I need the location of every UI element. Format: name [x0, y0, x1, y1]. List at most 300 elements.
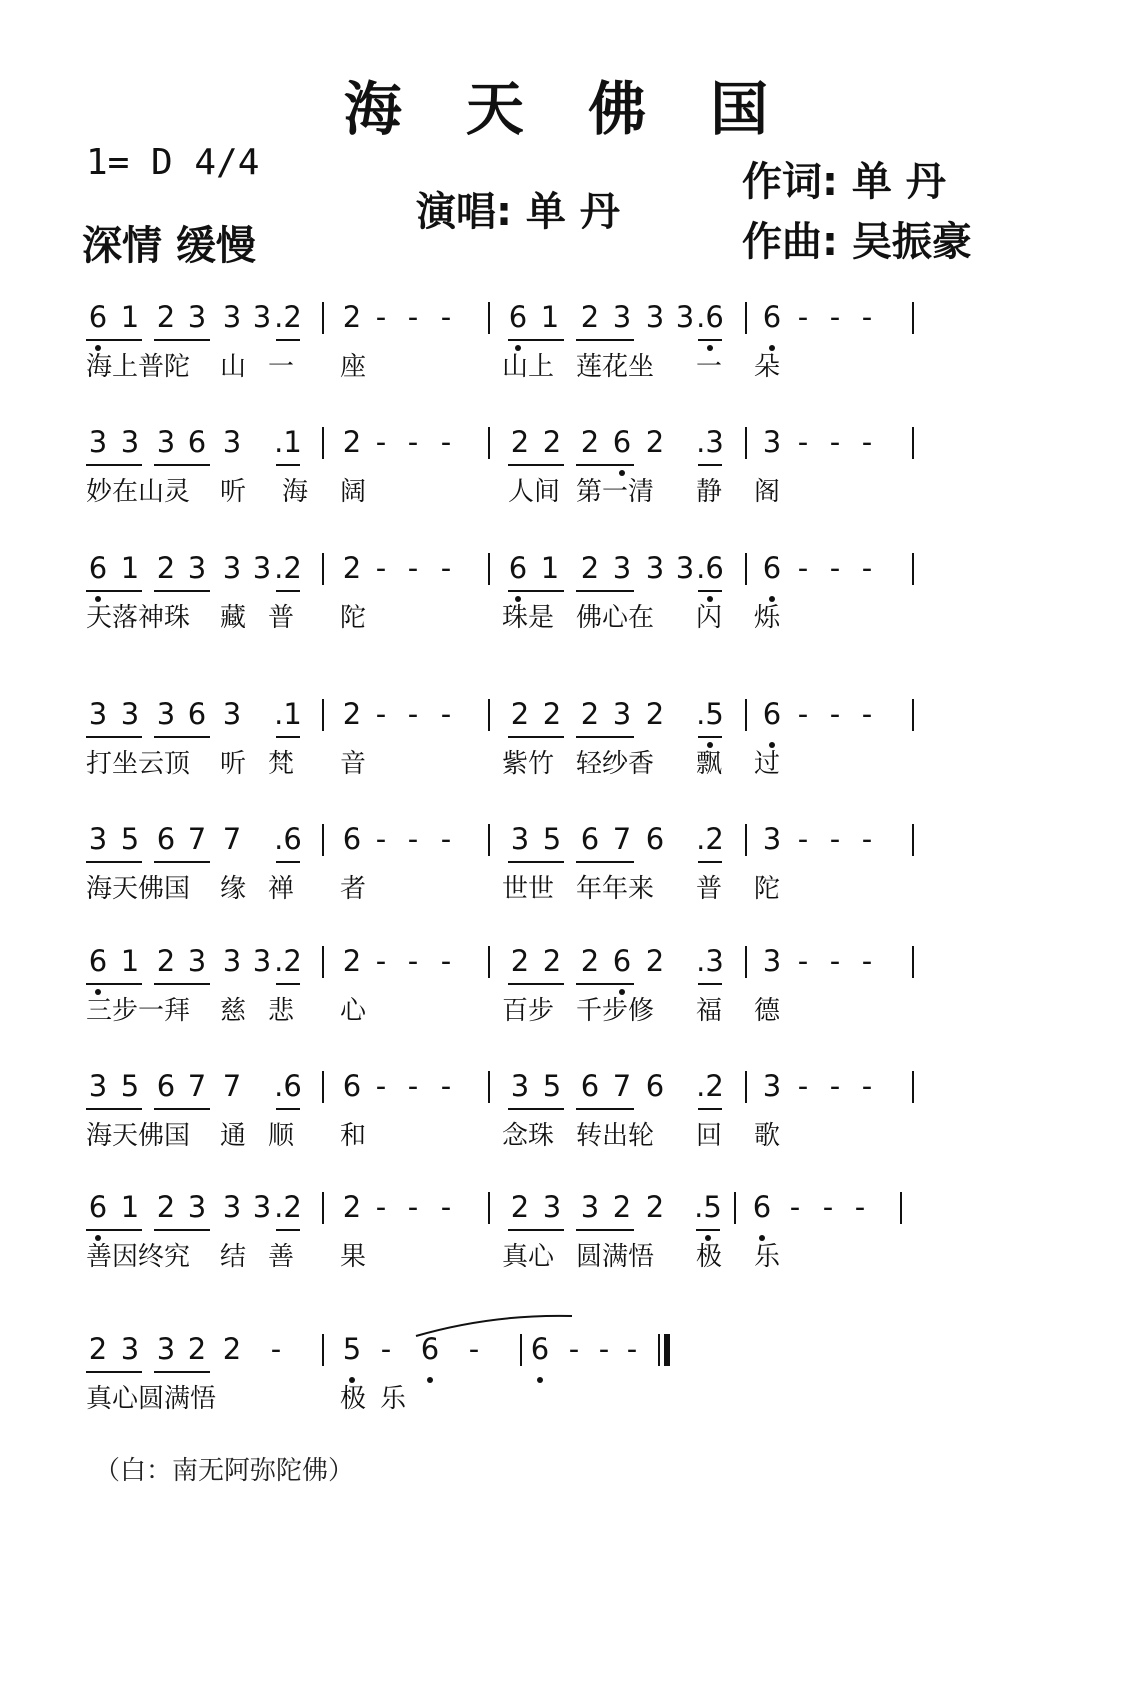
dash-token: - — [468, 1332, 480, 1366]
music-system-7 — [0, 1069, 1134, 1179]
dash-token: - — [407, 1190, 419, 1224]
dash-token: - — [440, 822, 452, 856]
lyric-text: 座 — [340, 352, 367, 382]
dash-token: - — [861, 822, 873, 856]
dash-token: - — [797, 551, 809, 585]
bar-line — [912, 699, 914, 731]
dash-token: - — [797, 944, 809, 978]
note-token: 2 — [156, 300, 176, 334]
note-token: 3 — [156, 697, 176, 731]
dash-token: - — [861, 551, 873, 585]
dash-token: - — [829, 300, 841, 334]
note-token: 3 — [120, 1332, 140, 1366]
eighth-underline — [86, 736, 142, 738]
lyric-text: 佛心在 — [576, 603, 655, 633]
note-token: .2 — [274, 944, 302, 978]
note-token: 6 — [762, 697, 782, 731]
eighth-underline — [276, 983, 300, 985]
note-token: 6 — [342, 822, 362, 856]
lyric-text: 轻纱香 — [576, 749, 655, 779]
note-token: 3 — [88, 1069, 108, 1103]
bar-line — [488, 946, 490, 978]
note-token: .5 — [696, 697, 724, 731]
note-token: 2 — [88, 1332, 108, 1366]
note-token: .6 — [274, 1069, 302, 1103]
eighth-underline — [154, 464, 210, 466]
eighth-underline — [508, 339, 564, 341]
note-token: 1 — [540, 551, 560, 585]
note-token: .2 — [696, 1069, 724, 1103]
spoken-footer: （白：南无阿弥陀佛） — [94, 1456, 355, 1486]
note-token: 3 — [187, 551, 207, 585]
note-token: 2 — [222, 1332, 242, 1366]
note-token: 6 — [762, 551, 782, 585]
lyric-text: 陀 — [754, 874, 781, 904]
note-token: 6 — [612, 944, 632, 978]
eighth-underline — [698, 1108, 722, 1110]
lyric-text: 悲 — [268, 996, 295, 1026]
bar-line — [745, 553, 747, 585]
dash-token: - — [829, 551, 841, 585]
dash-token: - — [407, 697, 419, 731]
dash-token: - — [861, 697, 873, 731]
lyric-text: 紫竹 — [502, 749, 555, 779]
lyric-text: 年年来 — [576, 874, 655, 904]
bar-line — [322, 1192, 324, 1224]
note-token: 3 — [222, 697, 242, 731]
note-token: 6 — [645, 822, 665, 856]
eighth-underline — [508, 590, 564, 592]
note-token: 3 — [120, 697, 140, 731]
bar-line — [912, 824, 914, 856]
dash-token: - — [440, 551, 452, 585]
lyric-text: 莲花坐 — [576, 352, 655, 382]
bar-line — [912, 427, 914, 459]
lyric-text: 静 — [696, 477, 723, 507]
music-system-3 — [0, 551, 1134, 661]
note-token: 3 — [156, 1332, 176, 1366]
eighth-underline — [696, 1229, 720, 1231]
lyric-text: 梵 — [268, 749, 295, 779]
note-token: 2 — [342, 300, 362, 334]
lyric-text: 百步 — [502, 996, 555, 1026]
music-system-5 — [0, 822, 1134, 932]
dash-token: - — [440, 1190, 452, 1224]
eighth-underline — [698, 464, 722, 466]
bar-line — [488, 824, 490, 856]
lyric-text: 圆满悟 — [576, 1242, 655, 1272]
eighth-underline — [508, 1229, 564, 1231]
dash-token: - — [598, 1332, 610, 1366]
lyric-text: 烁 — [754, 603, 781, 633]
lyric-text: 德 — [754, 996, 781, 1026]
dash-token: - — [375, 1190, 387, 1224]
note-token: 2 — [645, 1190, 665, 1224]
note-token: .2 — [274, 300, 302, 334]
bar-line — [488, 699, 490, 731]
lyric-text: 极 — [340, 1384, 367, 1414]
eighth-underline — [576, 1108, 634, 1110]
note-token: 2 — [156, 1190, 176, 1224]
note-token: 1 — [120, 944, 140, 978]
note-token: 2 — [580, 697, 600, 731]
dash-token: - — [440, 1069, 452, 1103]
note-token: 2 — [342, 1190, 362, 1224]
eighth-underline — [154, 1108, 210, 1110]
note-token: 2 — [510, 1190, 530, 1224]
dash-token: - — [797, 425, 809, 459]
note-token: 2 — [510, 944, 530, 978]
lyric-text: 音 — [340, 749, 367, 779]
note-token: 6 — [762, 300, 782, 334]
lyric-text: 果 — [340, 1242, 367, 1272]
lyric-text: 妙在山灵 — [86, 477, 191, 507]
note-token: .3 — [696, 944, 724, 978]
dash-token: - — [375, 697, 387, 731]
dash-token: - — [270, 1332, 282, 1366]
music-system-8 — [0, 1190, 1134, 1300]
eighth-underline — [86, 1229, 142, 1231]
note-token: 3 — [120, 425, 140, 459]
key-signature: 1= D 4/4 — [86, 142, 260, 183]
dash-token: - — [375, 1069, 387, 1103]
note-token: 7 — [222, 822, 242, 856]
lyric-text: 普 — [268, 603, 295, 633]
note-token: 6 — [530, 1332, 550, 1366]
note-token: 2 — [156, 551, 176, 585]
lyric-text: 世世 — [502, 874, 555, 904]
dash-token: - — [797, 697, 809, 731]
bar-line — [912, 553, 914, 585]
lyric-text: 海 — [282, 477, 309, 507]
note-token: 3 — [675, 300, 695, 334]
note-token: 6 — [88, 551, 108, 585]
bar-line — [912, 1071, 914, 1103]
eighth-underline — [576, 736, 634, 738]
dash-token: - — [407, 425, 419, 459]
note-token: 6 — [645, 1069, 665, 1103]
lyric-text: 三步一拜 — [86, 996, 191, 1026]
note-token: 5 — [542, 1069, 562, 1103]
lyric-text: 回 — [696, 1121, 723, 1151]
note-token: 5 — [120, 822, 140, 856]
lyric-text: 歌 — [754, 1121, 781, 1151]
eighth-underline — [154, 1371, 210, 1373]
singer-credit: 演唱: 单 丹 — [416, 189, 620, 235]
dash-token: - — [407, 944, 419, 978]
note-token: 6 — [508, 300, 528, 334]
note-token: 6 — [342, 1069, 362, 1103]
note-token: 3 — [762, 822, 782, 856]
lyric-text: 第一清 — [576, 477, 655, 507]
note-token: 2 — [645, 425, 665, 459]
eighth-underline — [86, 590, 142, 592]
bar-line — [745, 946, 747, 978]
bar-line — [745, 302, 747, 334]
note-token: 3 — [156, 425, 176, 459]
note-token: 2 — [542, 944, 562, 978]
note-token: 5 — [342, 1332, 362, 1366]
dash-token: - — [861, 1069, 873, 1103]
note-token: 5 — [120, 1069, 140, 1103]
note-token: .3 — [696, 425, 724, 459]
lyric-text: 一 — [268, 352, 295, 382]
note-token: 3 — [187, 944, 207, 978]
note-token: 2 — [187, 1332, 207, 1366]
note-token: 1 — [120, 300, 140, 334]
lyric-text: 结 — [220, 1242, 247, 1272]
lyric-text: 善因终究 — [86, 1242, 191, 1272]
dash-token: - — [440, 697, 452, 731]
note-token: .6 — [696, 551, 724, 585]
bar-line — [745, 1071, 747, 1103]
lyric-text: 飘 — [696, 749, 723, 779]
lyric-text: 听 — [220, 477, 247, 507]
music-system-1 — [0, 300, 1134, 410]
song-title: 海 天 佛 国 — [343, 75, 791, 143]
note-token: 3 — [762, 944, 782, 978]
bar-line — [488, 553, 490, 585]
eighth-underline — [698, 983, 722, 985]
dash-token: - — [829, 944, 841, 978]
dash-token: - — [440, 300, 452, 334]
note-token: 2 — [580, 300, 600, 334]
dash-token: - — [829, 425, 841, 459]
bar-line — [322, 946, 324, 978]
lyric-text: 人间 — [508, 477, 561, 507]
eighth-underline — [154, 736, 210, 738]
eighth-underline — [698, 861, 722, 863]
dash-token: - — [822, 1190, 834, 1224]
eighth-underline — [276, 464, 300, 466]
note-token: 2 — [156, 944, 176, 978]
dash-token: - — [626, 1332, 638, 1366]
lyric-text: 听 — [220, 749, 247, 779]
bar-line — [322, 824, 324, 856]
lyric-text: 普 — [696, 874, 723, 904]
note-token: 2 — [645, 944, 665, 978]
dash-token: - — [440, 425, 452, 459]
eighth-underline — [154, 339, 210, 341]
low-octave-dot — [427, 1377, 433, 1383]
bar-line — [488, 427, 490, 459]
eighth-underline — [508, 1108, 564, 1110]
bar-line — [488, 1071, 490, 1103]
lyric-text: 真心 — [502, 1242, 555, 1272]
note-token: 1 — [540, 300, 560, 334]
note-token: 3 — [88, 425, 108, 459]
note-token: .6 — [696, 300, 724, 334]
note-token: 7 — [612, 1069, 632, 1103]
lyric-text: 乐 — [380, 1384, 407, 1414]
note-token: .1 — [274, 425, 302, 459]
music-system-4 — [0, 697, 1134, 807]
dash-token: - — [375, 944, 387, 978]
eighth-underline — [276, 1108, 300, 1110]
note-token: 6 — [580, 822, 600, 856]
bar-line — [322, 1071, 324, 1103]
note-token: 6 — [612, 425, 632, 459]
lyric-text: 者 — [340, 874, 367, 904]
lyric-text: 心 — [340, 996, 367, 1026]
note-token: 7 — [222, 1069, 242, 1103]
note-token: .2 — [274, 551, 302, 585]
lyric-text: 慈 — [220, 996, 247, 1026]
note-token: 2 — [510, 425, 530, 459]
lyric-text: 海天佛国 — [86, 1121, 191, 1151]
note-token: 6 — [752, 1190, 772, 1224]
dash-token: - — [797, 300, 809, 334]
eighth-underline — [86, 464, 142, 466]
note-token: 7 — [612, 822, 632, 856]
note-token: .2 — [696, 822, 724, 856]
note-token: 3 — [252, 944, 272, 978]
eighth-underline — [154, 861, 210, 863]
note-token: 2 — [542, 697, 562, 731]
lyric-text: 阔 — [340, 477, 367, 507]
note-token: 6 — [156, 1069, 176, 1103]
lyric-text: 顺 — [268, 1121, 295, 1151]
lyric-text: 珠是 — [502, 603, 555, 633]
note-token: 3 — [187, 300, 207, 334]
lyric-text: 打坐云顶 — [86, 749, 191, 779]
note-token: 2 — [580, 944, 600, 978]
music-system-9 — [0, 1332, 1134, 1442]
note-token: 3 — [580, 1190, 600, 1224]
dash-token: - — [861, 944, 873, 978]
note-token: 3 — [645, 551, 665, 585]
note-token: 2 — [342, 697, 362, 731]
bar-line — [322, 553, 324, 585]
note-token: 3 — [88, 822, 108, 856]
lyric-text: 一 — [696, 352, 723, 382]
eighth-underline — [276, 339, 300, 341]
note-token: 6 — [187, 425, 207, 459]
note-token: 3 — [612, 551, 632, 585]
note-token: 3 — [252, 300, 272, 334]
eighth-underline — [276, 590, 300, 592]
note-token: 3 — [510, 1069, 530, 1103]
note-token: .6 — [274, 822, 302, 856]
lyric-text: 海上普陀 — [86, 352, 191, 382]
dash-token: - — [375, 300, 387, 334]
dash-token: - — [407, 1069, 419, 1103]
eighth-underline — [698, 590, 722, 592]
note-token: 2 — [342, 425, 362, 459]
lyric-text: 缘 — [220, 874, 247, 904]
note-token: 3 — [542, 1190, 562, 1224]
note-token: 3 — [222, 944, 242, 978]
lyric-text: 禅 — [268, 874, 295, 904]
lyric-text: 朵 — [754, 352, 781, 382]
note-token: 2 — [580, 425, 600, 459]
lyric-text: 乐 — [754, 1242, 781, 1272]
note-token: 2 — [510, 697, 530, 731]
bar-line — [745, 824, 747, 856]
note-token: 6 — [88, 944, 108, 978]
eighth-underline — [508, 861, 564, 863]
dash-token: - — [829, 697, 841, 731]
bar-line — [745, 699, 747, 731]
note-token: 3 — [222, 1190, 242, 1224]
lyric-text: 通 — [220, 1121, 247, 1151]
note-token: 1 — [120, 1190, 140, 1224]
eighth-underline — [576, 339, 634, 341]
eighth-underline — [276, 736, 300, 738]
lyric-text: 陀 — [340, 603, 367, 633]
lyric-text: 真心圆满悟 — [86, 1384, 217, 1414]
note-token: 2 — [612, 1190, 632, 1224]
bar-line — [912, 946, 914, 978]
lyric-text: 山上 — [502, 352, 555, 382]
dash-token: - — [440, 944, 452, 978]
dash-token: - — [829, 1069, 841, 1103]
note-token: 6 — [508, 551, 528, 585]
lyric-text: 千步修 — [576, 996, 655, 1026]
bar-line — [900, 1192, 902, 1224]
dash-token: - — [375, 822, 387, 856]
dash-token: - — [375, 551, 387, 585]
lyric-text: 海天佛国 — [86, 874, 191, 904]
dash-token: - — [861, 425, 873, 459]
note-token: .5 — [694, 1190, 722, 1224]
note-token: .1 — [274, 697, 302, 731]
eighth-underline — [576, 464, 634, 466]
eighth-underline — [86, 339, 142, 341]
note-token: 3 — [252, 1190, 272, 1224]
lyric-text: 福 — [696, 996, 723, 1026]
eighth-underline — [576, 590, 634, 592]
dash-token: - — [854, 1190, 866, 1224]
lyric-text: 阁 — [754, 477, 781, 507]
note-token: 3 — [510, 822, 530, 856]
note-token: 2 — [645, 697, 665, 731]
low-octave-dot — [537, 1377, 543, 1383]
bar-line — [488, 302, 490, 334]
bar-line — [322, 699, 324, 731]
note-token: 7 — [187, 822, 207, 856]
note-token: 7 — [187, 1069, 207, 1103]
note-token: 2 — [342, 551, 362, 585]
lyric-text: 善 — [268, 1242, 295, 1272]
eighth-underline — [276, 861, 300, 863]
note-token: 3 — [675, 551, 695, 585]
lyric-text: 闪 — [696, 603, 723, 633]
dash-token: - — [380, 1332, 392, 1366]
bar-line — [322, 302, 324, 334]
eighth-underline — [698, 339, 722, 341]
note-token: 3 — [222, 300, 242, 334]
lyric-text: 转出轮 — [576, 1121, 655, 1151]
note-token: 2 — [580, 551, 600, 585]
eighth-underline — [508, 983, 564, 985]
music-system-2 — [0, 425, 1134, 535]
dash-token: - — [375, 425, 387, 459]
eighth-underline — [86, 861, 142, 863]
dash-token: - — [797, 1069, 809, 1103]
dash-token: - — [861, 300, 873, 334]
dash-token: - — [407, 822, 419, 856]
eighth-underline — [86, 983, 142, 985]
dash-token: - — [829, 822, 841, 856]
dash-token: - — [797, 822, 809, 856]
lyric-text: 过 — [754, 749, 781, 779]
note-token: 6 — [156, 822, 176, 856]
note-token: 3 — [222, 551, 242, 585]
eighth-underline — [276, 1229, 300, 1231]
note-token: 3 — [187, 1190, 207, 1224]
dash-token: - — [407, 300, 419, 334]
